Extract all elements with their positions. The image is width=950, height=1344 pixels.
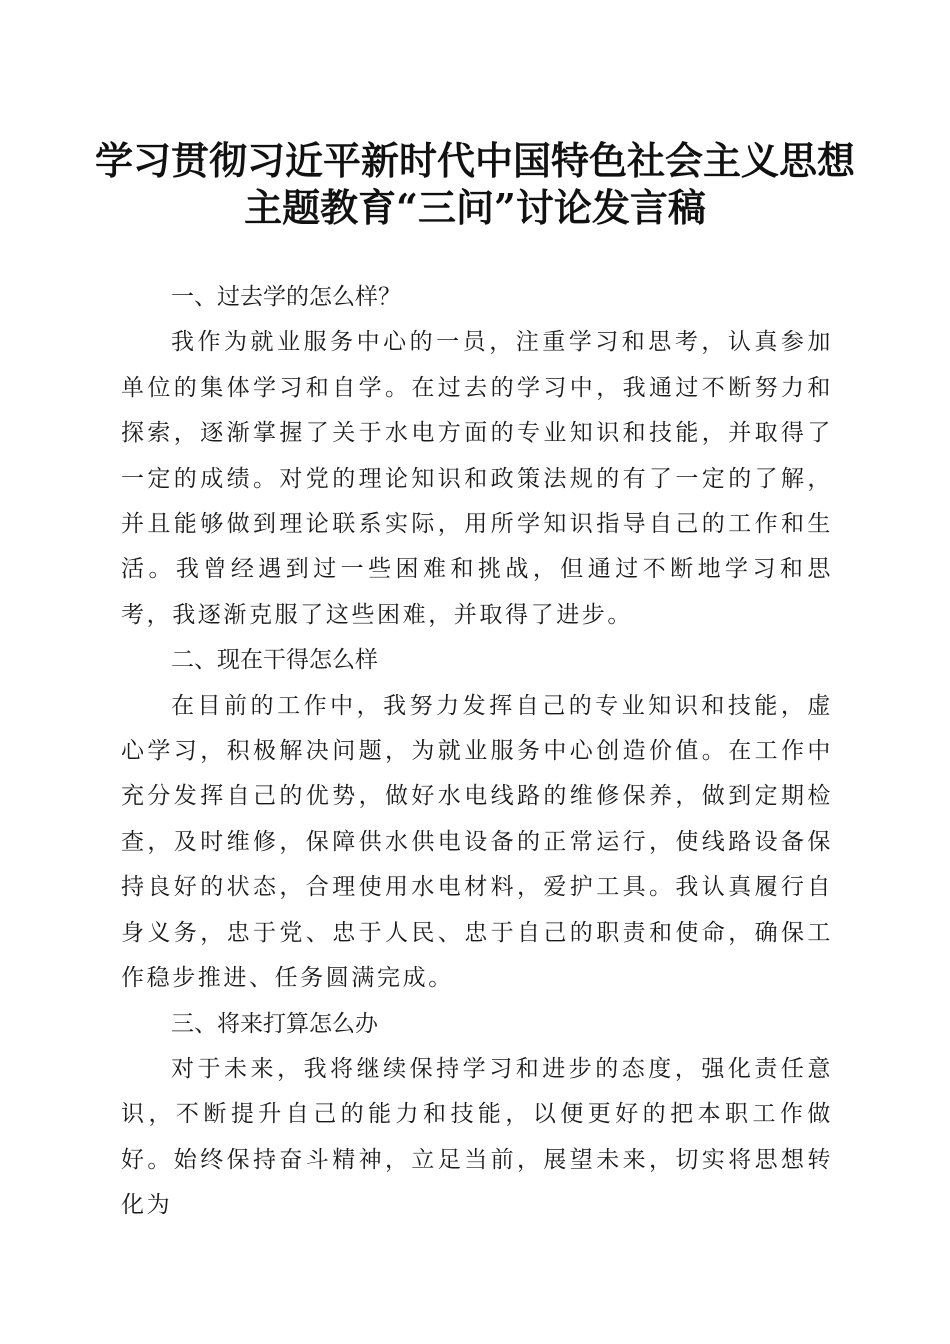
document-title-line-2: 主题教育“三问”讨论发言稿 bbox=[244, 185, 706, 230]
section-paragraph-2: 在目前的工作中，我努力发挥自己的专业知识和技能，虚心学习，积极解决问题，为就业服务中心创造价值。在工作中充分发挥自己的优势，做好水电线路的维修保养，做到定期检查，及时维修，保障供水供电设备的正常运行，使线路设备保持良好的状态，合理使用水电材料，爱护工具。我认真履行自身义务，忠于党、忠于人民、忠于自己的职责和使命，确保工作稳步推进、任务圆满完成。 bbox=[121, 692, 833, 992]
document-title-line-1: 学习贯彻习近平新时代中国特色社会主义思想 bbox=[94, 138, 855, 183]
section-paragraph-3: 对于未来，我将继续保持学习和进步的态度，强化责任意识，不断提升自己的能力和技能，以便更好的把本职工作做好。始终保持奋斗精神，立足当前，展望未来，切实将思想转化为 bbox=[121, 1055, 833, 1219]
document-body bbox=[121, 275, 833, 1229]
section-heading-2: 二、现在干得怎么样 bbox=[171, 647, 378, 674]
section-heading-1: 一、过去学的怎么样？ bbox=[171, 284, 401, 310]
section-paragraph-1: 我作为就业服务中心的一员，注重学习和思考，认真参加单位的集体学习和自学。在过去的学习中，我通过不断努力和探索，逐渐掌握了关于水电方面的专业知识和技能，并取得了一定的成绩。对党的理论知识和政策法规的有了一定的了解，并且能够做到理论联系实际，用所学知识指导自己的工作和生活。我曾经遇到过一些困难和挑战，但通过不断地学习和思考，我逐渐克服了这些困难，并取得了进步。 bbox=[121, 329, 833, 628]
section-heading-3: 三、将来打算怎么办 bbox=[171, 1010, 378, 1037]
